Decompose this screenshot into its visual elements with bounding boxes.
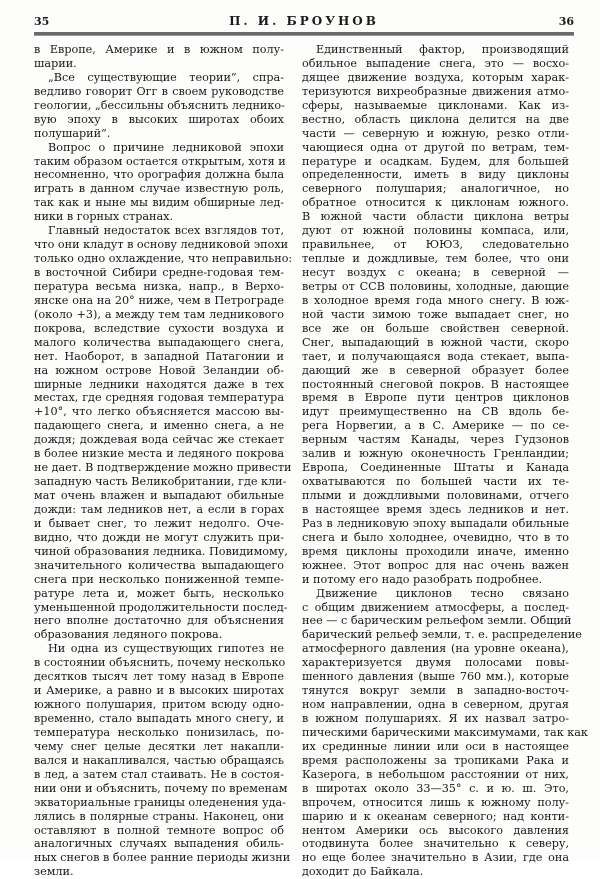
text-line: Вопрос о причине ледниковой эпохи [48,140,284,154]
text-line: видно, что дожди не могут служить при- [34,530,284,544]
text-line: Европа, Соединенные Штаты и Канада [302,461,569,475]
text-line: мат очень влажен и выпадают обильные [34,489,284,502]
text-line: снега и было холоднее, очевидно, что в то [302,530,569,544]
text-line: барический рельеф земли, т. е. распределение [302,628,582,642]
text-line: время в Европе пути центров циклонов [302,391,569,405]
text-line: южного полушария, притом всюду одно- [34,698,284,712]
text-line: залив и южную оконечность Гренландии; [302,447,569,461]
text-line: доходит до Байкала. [302,865,424,879]
text-line: тянутся вокруг земли в западно-восточ- [302,684,569,698]
text-line: в лед, а затем стал стаивать. Не в состоя- [34,767,284,781]
text-line: Снег, выпадающий в южной части, скоро [302,335,569,349]
text-line: нентом Америки ось высокого давления [302,823,569,837]
text-line: пература весьма низка, напр., в Верхо- [34,279,284,293]
page-number-left: 35 [34,15,50,28]
text-line: (около +3), а между тем там ледникового [34,307,284,321]
text-line: дуют от южной половины компаса, или, [302,224,569,238]
text-line: с общим движением атмосферы, а послед- [302,600,569,614]
text-line: теплые и дождливые, тем более, что они [302,252,569,266]
text-line: характеризуется двумя полосами повы- [302,656,569,670]
text-line: обратное относится к циклонам южного. [302,196,569,210]
text-line: но еще более значительно в Азии, где она [302,851,569,865]
text-line: сферы, называемые циклонами. Как из- [302,98,569,112]
text-line: геологии, „бессильны объяснить леднико- [34,98,285,112]
text-line: покрова, вследствие сухости воздуха и [34,321,284,335]
text-line: что они кладут в основу ледниковой эпохи [34,238,289,252]
text-line: время циклоны проходили иначе, именно [302,544,569,558]
text-line: местах, где средняя годовая температура [34,391,284,405]
text-line: земли. [34,865,74,879]
text-line: обильное выпадение снега, это — восхо- [302,56,569,70]
text-line: несут воздух с океана; в северной — [302,266,569,279]
text-line: правильнее, от ЮЮЗ, следовательно [302,238,569,252]
text-line: временно, стало выпадать много снегу, и [34,712,284,725]
text-line: время расположены за тропиками Рака и [302,753,569,767]
text-line: Раз в ледниковую эпоху выпадали обильные [302,516,569,530]
text-line: Главный недостаток всех взглядов тот, [48,224,284,238]
text-line: части — северную и южную, резко отли- [302,126,569,140]
text-line: на южном острове Новой Зеландии об- [34,363,284,377]
text-line: температура несколько понизилась, по- [34,725,284,739]
text-line: так как и ныне мы видим обширные лед- [34,196,284,210]
text-line: в восточной Сибири средне-годовая тем- [34,266,284,279]
text-line: верным частям Канады, через Гудзонов [302,433,569,447]
text-line: В южной части области циклона ветры [302,210,569,224]
text-line: Единственный фактор, производящий [316,43,569,56]
text-line: рега Норвегии, а в С. Америке — по се- [302,419,569,433]
text-line: ратуре лета и, может быть, несколько [34,586,284,600]
text-line: нет. Наоборот, в западной Патагонии и [34,349,284,363]
text-line: отодвинута более значительно к северу, [302,837,569,851]
text-line: и бывает снег, то лежит недолго. Оче- [34,516,284,530]
text-line: полушарий“. [34,126,111,140]
header-rule [34,32,574,36]
text-line: десятков тысяч лет тому назад в Европе [34,670,284,684]
text-line: Движение циклонов тесно связано [316,586,569,600]
text-line: определенности, иметь в виду циклоны [302,168,569,182]
text-line: не дает. В подтверждение можно привести [34,461,292,475]
text-line: в широтах около 33—35° с. и ю. ш. Это, [302,781,569,795]
text-line: экваториальные границы оледенения уда- [34,795,286,809]
text-line: Казерога, в небольшом расстоянии от них, [302,767,569,781]
text-line: только одно охлаждение, что неправильно: [34,252,293,266]
text-line: южнее. Этот вопрос для нас очень важен [302,558,569,572]
running-title: П. И. БРОУНОВ [229,14,379,28]
text-line: чиной образования ледника. Повидимому, [34,544,288,558]
text-line: шарии. [34,56,77,70]
text-line: аналогичных случаях выпадения обиль- [34,837,284,851]
text-line: играть в данном случае известную роль, [34,182,284,196]
text-line: шарию и к океанам северного; над конти- [302,809,569,823]
text-line: в настоящее время здесь ледников и нет. [302,502,569,516]
text-line: снега при несколько пониженной темпе- [34,572,284,586]
text-line: „Все существующие теории“, спра- [48,70,284,84]
text-line: падающего снега, и именно снега, а не [34,419,284,433]
text-line: ветры от ССВ половины, холодные, дающие [302,279,569,293]
text-line: атмосферного давления (на уровне океана), [302,642,569,656]
text-line: ведливо говорит Огг в своем руководстве [34,84,284,98]
text-line: северного полушария; аналогичное, но [302,182,569,196]
text-line: вестно, область циклона делится на две [302,112,569,126]
text-line: в южном полушариях. Я их назвал затро- [302,712,569,725]
page-number-right: 36 [558,15,574,28]
text-line: вался и накапливался, частью обращаясь [34,753,284,767]
text-line: дающий же в северной образует более [302,363,569,377]
text-line: значительного количества выпадающего [34,558,284,572]
text-line: плыми и дождливыми половинами, отчего [302,489,569,502]
text-line: несомненно, что орография должна была [34,168,284,182]
text-line: малого количества выпадающего снега, [34,335,284,349]
text-line: идут преимущественно на СВ вдоль бе- [302,405,569,419]
right-column [302,43,588,879]
text-line: ники в горных странах. [34,210,174,224]
text-line: в состоянии объяснить, почему несколько [34,656,286,670]
text-line: и Америке, а равно и в высоких широтах [34,684,284,698]
text-line: шенного давления (выше 760 мм.), которые [302,670,569,684]
text-line: ширные ледники находятся даже в тех [34,377,284,391]
text-line: уменьшенной продолжительности послед- [34,600,288,614]
text-line: теризуются вихреобразные движения атмо- [302,84,569,98]
text-line: все же он больше свойствен северной. [302,321,569,335]
text-line: янске она на 20° ниже, чем в Петрограде [34,293,284,307]
text-line: и потому его надо разобрать подробнее. [302,572,543,586]
text-line: лялись в полярные страны. Наконец, они [34,809,284,823]
text-line: постоянный снеговой покров. В настоящее [302,377,569,391]
text-line: +10°, что легко объясняется массою вы- [34,405,284,419]
text-line: западную часть Великобритании, где кли- [34,475,287,489]
text-line: дящее движение воздуха, которым харак- [302,70,569,84]
text-line: ном направлении, одна в северном, другая [302,698,569,712]
text-line: тает, и получающаяся вода стекает, выпа- [302,349,569,363]
text-line: дожди: там ледников нет, а если в горах [34,502,284,516]
text-line: дождя; дождевая вода сейчас же стекает [34,433,284,447]
text-line: нии они и объяснить, почему по временам [34,781,288,795]
text-line: таким образом остается открытым, хотя и [34,154,286,168]
left-column [34,43,293,879]
text-line: их срединные линии или оси в настоящее [302,739,569,753]
text-line: оставляют в полной темноте вопрос об [34,823,284,837]
text-line: пературе и осадкам. Будем, для большей [302,154,569,168]
text-line: нее — с барическим рельефом земли. Общий [302,614,572,628]
text-line: чему снег целые десятки лет накапли- [34,739,284,753]
text-line: вую эпоху в высоких широтах обоих [34,112,284,126]
text-line: ной части зимою тоже выпадает снег, но [302,307,569,321]
text-line: ных снегов в более ранние периоды жизни [34,851,291,865]
text-line: пическими барическими максимумами, так как [302,725,588,739]
text-line: в более низкие места и ледяного покрова [34,447,284,461]
text-line: него вполне достаточно для объяснения [34,614,284,628]
text-line: чающиеся одна от другой по ветрам, тем- [302,140,569,154]
text-line: в Европе, Америке и в южном полу- [34,43,284,56]
text-line: впрочем, относится лишь к южному полу- [302,795,569,809]
text-line: в холодное время года много снегу. В юж- [302,293,569,307]
text-line: охватываются по большей части их те- [302,475,569,489]
text-line: образования ледяного покрова. [34,628,223,642]
text-line: Ни одна из существующих гипотез не [48,642,284,656]
